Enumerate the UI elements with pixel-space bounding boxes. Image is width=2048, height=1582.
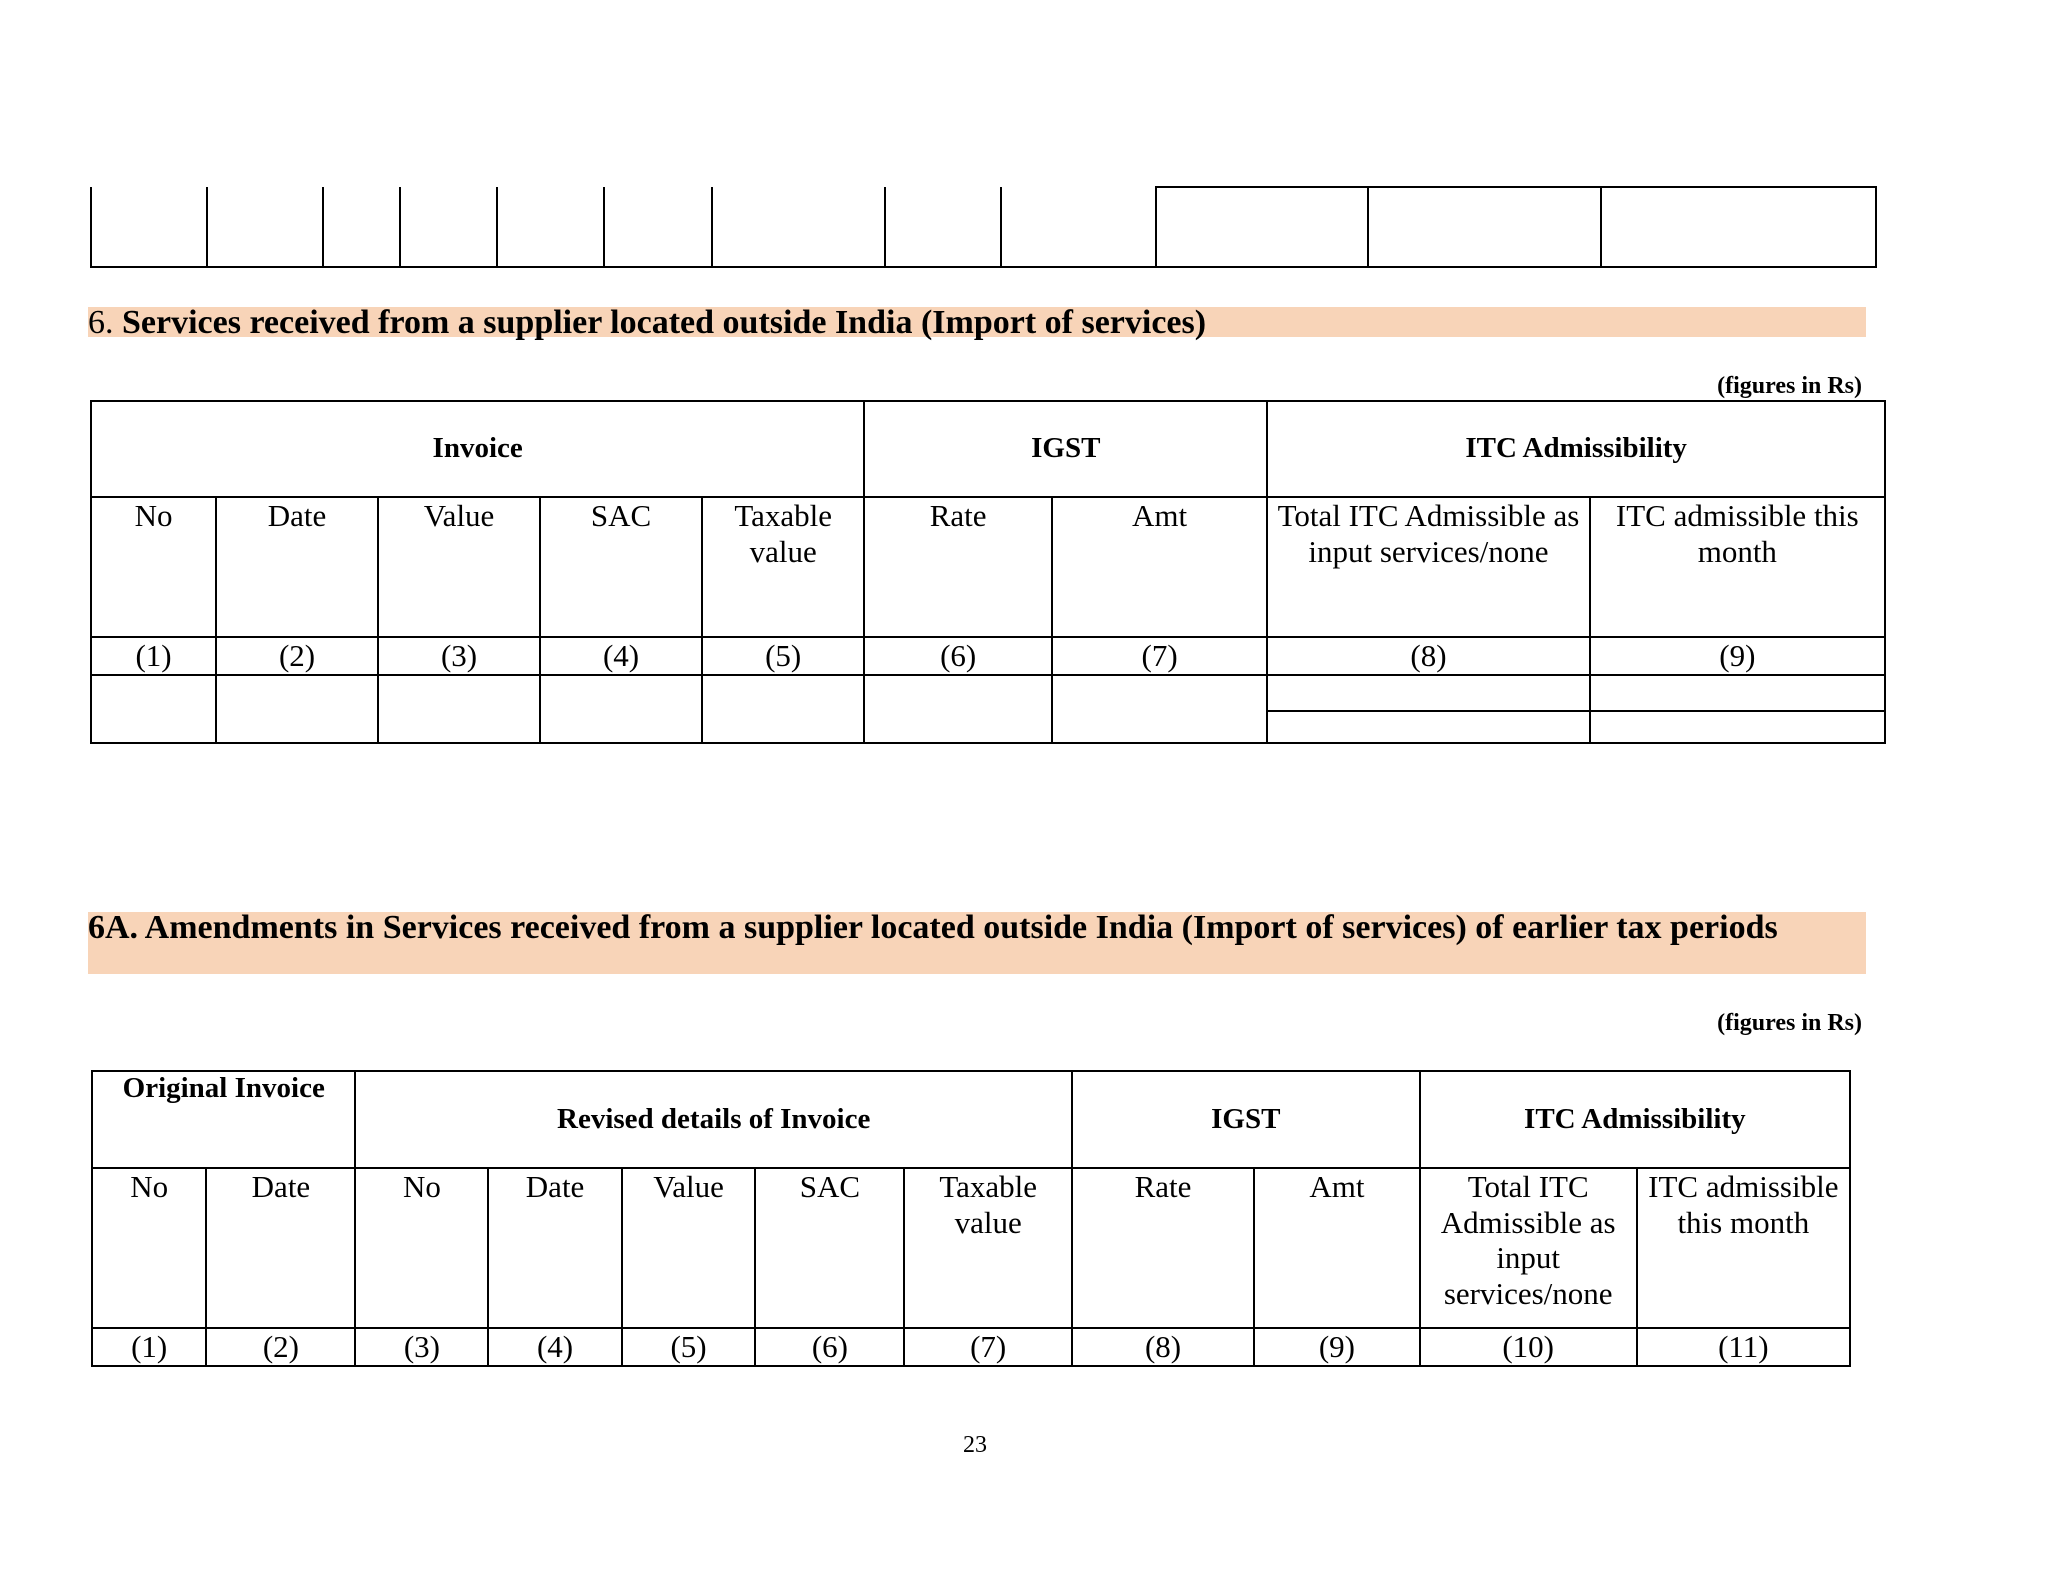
group-header-itc: ITC Admissibility bbox=[1267, 401, 1885, 497]
column-header: Rate bbox=[1072, 1168, 1254, 1328]
group-header-itc: ITC Admissibility bbox=[1420, 1071, 1850, 1168]
empty-cell bbox=[378, 675, 540, 743]
column-number: (7) bbox=[904, 1328, 1071, 1366]
column-header: No bbox=[91, 497, 216, 637]
column-header: SAC bbox=[755, 1168, 904, 1328]
column-number: (3) bbox=[378, 637, 540, 675]
section-6a-heading bbox=[88, 909, 1866, 974]
empty-cell bbox=[540, 675, 702, 743]
column-number: (7) bbox=[1052, 637, 1267, 675]
column-number: (10) bbox=[1420, 1328, 1637, 1366]
column-number: (6) bbox=[755, 1328, 904, 1366]
figures-note-6: (figures in Rs) bbox=[1717, 373, 1862, 399]
column-number: (3) bbox=[355, 1328, 488, 1366]
table-cell bbox=[1001, 187, 1156, 267]
column-number: (6) bbox=[864, 637, 1052, 675]
column-header: Amt bbox=[1052, 497, 1267, 637]
group-header-revised-invoice: Revised details of Invoice bbox=[355, 1071, 1071, 1168]
column-header: ITC admissible this month bbox=[1637, 1168, 1850, 1328]
column-number: (2) bbox=[206, 1328, 355, 1366]
empty-cell bbox=[1590, 711, 1885, 743]
empty-cell bbox=[864, 675, 1052, 743]
table-cell bbox=[1368, 187, 1601, 267]
table-cell bbox=[1601, 187, 1876, 267]
table-cell bbox=[604, 187, 712, 267]
column-number: (9) bbox=[1590, 637, 1885, 675]
column-number: (5) bbox=[622, 1328, 756, 1366]
column-header: Date bbox=[206, 1168, 355, 1328]
table-cell bbox=[885, 187, 1001, 267]
table-cell bbox=[712, 187, 885, 267]
column-header: ITC admissible this month bbox=[1590, 497, 1885, 637]
column-header: No bbox=[355, 1168, 488, 1328]
column-number: (4) bbox=[488, 1328, 621, 1366]
column-number: (1) bbox=[91, 637, 216, 675]
section-6-title: Services received from a supplier located outside India (Import of services) bbox=[122, 304, 1207, 341]
empty-cell bbox=[1267, 675, 1589, 711]
column-number: (9) bbox=[1254, 1328, 1420, 1366]
table-cell bbox=[1156, 187, 1368, 267]
column-header: Taxable value bbox=[702, 497, 864, 637]
column-number: (5) bbox=[702, 637, 864, 675]
section-6-heading bbox=[88, 304, 1866, 341]
column-header: SAC bbox=[540, 497, 702, 637]
group-header-igst: IGST bbox=[864, 401, 1267, 497]
column-number: (1) bbox=[92, 1328, 206, 1366]
column-number: (2) bbox=[216, 637, 378, 675]
empty-cell bbox=[1267, 711, 1589, 743]
empty-cell bbox=[216, 675, 378, 743]
section-6a-table bbox=[91, 1070, 1851, 1367]
table-cell bbox=[207, 187, 323, 267]
column-header: Total ITC Admissible as input services/none bbox=[1267, 497, 1589, 637]
section-6a-title: 6A. Amendments in Services received from a supplier located outside India (Import of services) of earlier tax periods bbox=[88, 909, 1778, 946]
column-header: No bbox=[92, 1168, 206, 1328]
column-number: (8) bbox=[1072, 1328, 1254, 1366]
column-number: (4) bbox=[540, 637, 702, 675]
column-header: Value bbox=[378, 497, 540, 637]
table-cell bbox=[323, 187, 400, 267]
column-header: Value bbox=[622, 1168, 756, 1328]
empty-cell bbox=[1052, 675, 1267, 743]
group-header-original-invoice: Original Invoice bbox=[92, 1071, 355, 1168]
group-header-invoice: Invoice bbox=[91, 401, 864, 497]
column-header: Date bbox=[488, 1168, 621, 1328]
column-header: Total ITC Admissible as input services/none bbox=[1420, 1168, 1637, 1328]
column-header: Date bbox=[216, 497, 378, 637]
empty-cell bbox=[91, 675, 216, 743]
column-number: (11) bbox=[1637, 1328, 1850, 1366]
group-header-igst: IGST bbox=[1072, 1071, 1420, 1168]
column-header: Taxable value bbox=[904, 1168, 1071, 1328]
column-header: Amt bbox=[1254, 1168, 1420, 1328]
column-header: Rate bbox=[864, 497, 1052, 637]
section-6-table bbox=[90, 400, 1886, 744]
table-cell bbox=[497, 187, 604, 267]
table-cell bbox=[400, 187, 497, 267]
column-number: (8) bbox=[1267, 637, 1589, 675]
section-6-number: 6. bbox=[88, 304, 114, 341]
empty-cell bbox=[1590, 675, 1885, 711]
previous-table-fragment bbox=[90, 186, 1877, 268]
page-number: 23 bbox=[963, 1432, 987, 1458]
empty-cell bbox=[702, 675, 864, 743]
table-cell bbox=[91, 187, 207, 267]
figures-note-6a: (figures in Rs) bbox=[1717, 1010, 1862, 1036]
